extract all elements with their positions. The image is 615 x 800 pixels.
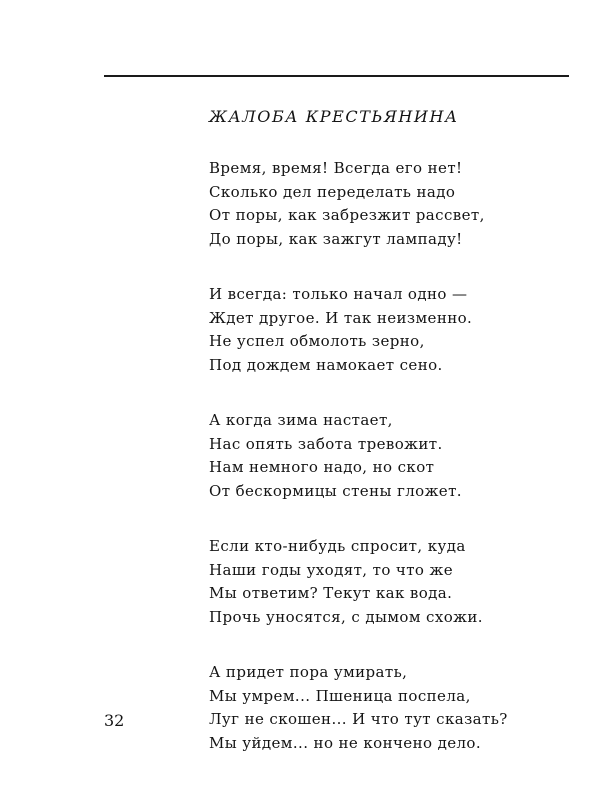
- poem-line: Нас опять забота тревожит.: [209, 434, 443, 453]
- stanza-5: [209, 661, 569, 755]
- poem-line: Прочь уносятся, с дымом схожи.: [209, 607, 483, 626]
- stanza-4: [209, 535, 569, 629]
- poem-line: Под дождем намокает сено.: [209, 355, 443, 374]
- poem-line: Если кто-нибудь спросит, куда: [209, 537, 466, 555]
- header-rule: [104, 75, 569, 77]
- poem-line: Мы умрем... Пшеница поспела,: [209, 686, 471, 705]
- page-number: 32: [104, 711, 125, 730]
- stanza-3: [209, 409, 569, 503]
- poem-line: И всегда: только начал одно —: [209, 285, 468, 303]
- poem-title: ЖАЛОБА КРЕСТЬЯНИНА: [209, 107, 459, 126]
- poem-line: От бескормицы стены гложет.: [209, 481, 462, 500]
- poem-line: Мы ответим? Текут как вода.: [209, 584, 453, 602]
- poem-line: От поры, как забрезжит рассвет,: [209, 206, 485, 224]
- poem-line: Время, время! Всегда его нет!: [209, 159, 463, 177]
- poem-line: А когда зима настает,: [209, 411, 393, 429]
- poem-line: А придет пора умирать,: [209, 663, 408, 681]
- poem-line: Не успел обмолоть зерно,: [209, 332, 425, 350]
- poem-line: Луг не скошен... И что тут сказать?: [209, 710, 508, 728]
- poem-line: До поры, как зажгут лампаду!: [209, 229, 463, 248]
- poem-line: Нам немного надо, но скот: [209, 458, 435, 476]
- poem-line: Мы уйдем... но не кончено дело.: [209, 733, 482, 752]
- stanza-2: [209, 283, 569, 377]
- poem-line: Наши годы уходят, то что же: [209, 560, 454, 579]
- poem: [209, 107, 569, 787]
- stanza-1: [209, 157, 569, 251]
- poem-line: Сколько дел переделать надо: [209, 182, 456, 201]
- poem-line: Ждет другое. И так неизменно.: [209, 308, 473, 327]
